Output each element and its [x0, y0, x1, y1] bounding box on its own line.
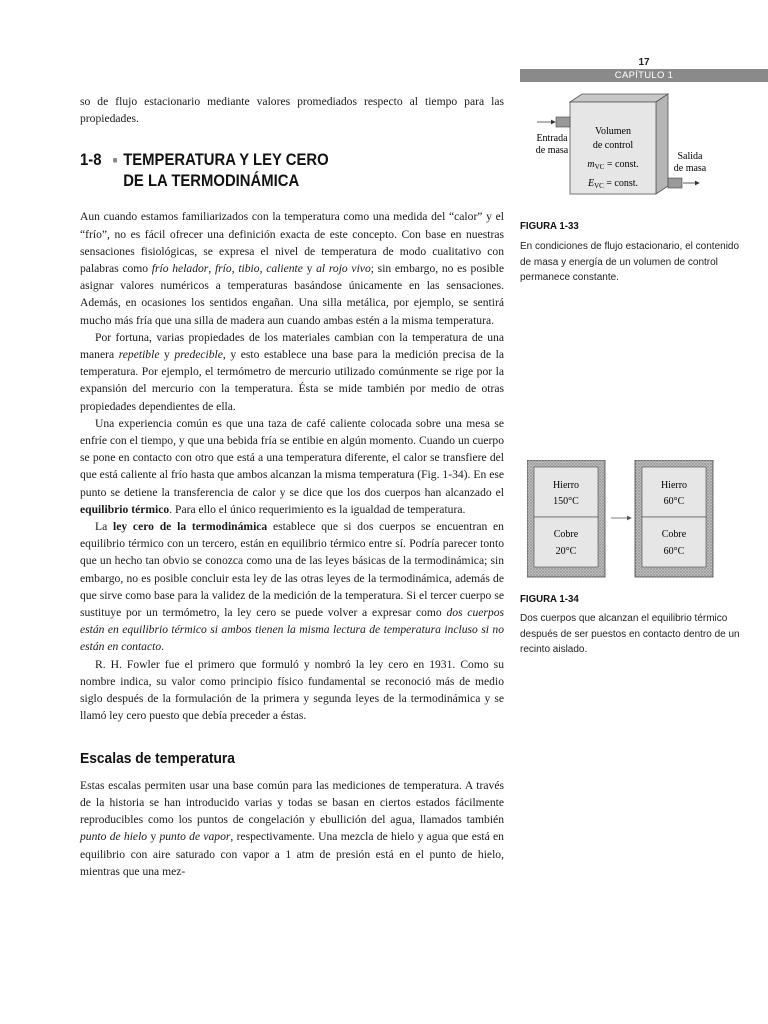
left-copper-label: Cobre	[553, 529, 579, 540]
paragraph-6: Estas escalas permiten usar una base común para las mediciones de temperatura. A través de la historia se han introducido varias y todas se basan en ciertos estados fácilmente reproducibles como los puntos de congelación y ebullición del agua, llamados también punto de hielo y punto de vapor, respectivamente. Una mezcla de hielo y agua que está en equilibrio con aire saturado con vapor a 1 atm de presión está en el punto de hielo, mientras que una mez-	[80, 778, 504, 878]
left-iron-temp: 150°C	[553, 496, 579, 507]
chapter-header: CAPÍTULO 1	[520, 69, 768, 82]
paragraph-1: Aun cuando estamos familiarizados con la temperatura como una medida del “calor” y el “frío”, no es fácil ofrecer una definición exacta de este concepto. Con base en nuestras sensaciones fisiológicas, se expresa el nivel de temperatura de modo cualitativo con palabras como frío helador, frío, tibio, caliente y al rojo vivo; sin embargo, no es posible asignar valores numéricos a temperaturas basándose únicamente en las sensaciones. Además, en ocasiones los sentidos engañan. Una silla metálica, por ejemplo, se sentirá mucho más fría que una silla de madera aun cuando ambas estén a la misma temperatura.	[80, 210, 505, 327]
subsection-title: Escalas de temperatura	[80, 749, 235, 767]
paragraph-3: Una experiencia común es que una taza de café caliente colocada sobre una mesa se enfríe con el tiempo, y que una bebida fría se entibie en algún momento. Cuando un cuerpo se pone en contacto con otro que está a una temperatura diferente, el calor se transfiere del que está caliente al frío hasta que ambos alcanzan la misma temperatura (Fig. 1-34). En ese punto se detiene la transferencia de calor y se dice que los dos cuerpos han alcanzado el equilibrio térmico. Para ello el único requerimiento es la igualdad de temperatura.	[80, 416, 504, 516]
right-iron-label: Hierro	[660, 480, 688, 491]
paragraph-4: La ley cero de la termodinámica establece que si dos cuerpos se encuentran en equilibrio térmico con un tercero, están en equilibrio térmico entre sí. Podría parecer tonto que un hecho tan obvio se conozca como una de las leyes básicas de la termodinámica; sin embargo, no es posible concluir esta ley de las otras leyes de la termodinámica, además de que sirve como base para la validez de la medición de la temperatura. Si el tercer cuerpo se sustituye por un termómetro, la ley cero se puede volver a expresar como dos cuerpos están en equilibrio térmico si ambos tienen la misma lectura de temperatura incluso si no están en contacto.	[80, 520, 505, 654]
section-title-line1: TEMPERATURA Y LEY CERO	[123, 151, 329, 170]
figure-1-34-caption: Dos cuerpos que alcanzan el equilibrio térmico después de ser puestos en contacto dentro de un recinto aislado.	[520, 613, 740, 655]
volume-label-2: de control	[592, 140, 634, 151]
left-copper-temp: 20°C	[555, 546, 577, 557]
right-copper-label: Cobre	[661, 529, 687, 540]
inlet-label-1: Entrada	[536, 133, 568, 144]
right-copper-temp: 60°C	[663, 546, 685, 557]
left-copper-block	[534, 517, 598, 567]
figure-1-34-title: FIGURA 1-34	[520, 593, 579, 605]
square-bullet-icon: ■	[112, 155, 118, 166]
box-side-face	[656, 94, 668, 194]
volume-label-1: Volumen	[595, 126, 631, 137]
intro-paragraph: so de flujo estacionario mediante valores promediados respecto al tiempo para las propiedades.	[80, 95, 504, 126]
left-iron-label: Hierro	[552, 480, 580, 491]
figure-1-33-diagram	[525, 90, 755, 210]
outlet-label-1: Salida	[677, 151, 703, 162]
paragraph-2: Por fortuna, varias propiedades de los materiales cambian con la temperatura de una manera repetible y predecible, y esto establece una base para la medición precisa de la temperatura. Por ejemplo, el termómetro de mercurio utilizado comúnmente se rige por la expansión del mercurio con la temperatura. Ésta se mide también por medio de otras propiedades dependientes de ella.	[80, 330, 505, 413]
mass-equation: $m_{VC}$ = const.	[587, 159, 639, 171]
energy-equation: $E_{VC}$ = const.	[587, 178, 639, 190]
left-iron-block	[534, 467, 598, 517]
paragraph-5: R. H. Fowler fue el primero que formuló y nombró la ley cero en 1931. Como su nombre indica, su valor como principio físico fundamental se reconoció más de medio siglo después de la formulación de la primera y segunda leyes de la termodinámica y se llamó ley cero puesto que debía preceder a éstas.	[80, 657, 504, 723]
page-number: 17	[638, 57, 650, 68]
figure-1-34-diagram	[527, 460, 727, 578]
outlet-pipe	[668, 178, 682, 188]
inlet-pipe	[556, 117, 570, 127]
inlet-label-2: de masa	[535, 145, 569, 156]
right-iron-temp: 60°C	[663, 496, 685, 507]
main-column	[80, 93, 504, 880]
section-heading	[80, 150, 462, 192]
figure-1-33-title: FIGURA 1-33	[520, 220, 579, 232]
right-copper-block	[642, 517, 706, 567]
section-number: 1-8	[80, 151, 102, 170]
section-title-line2: DE LA TERMODINÁMICA	[123, 172, 300, 191]
figure-1-33-caption: En condiciones de flujo estacionario, el contenido de masa y energía de un volumen de control permanece constante.	[520, 241, 740, 283]
right-iron-block	[642, 467, 706, 517]
outlet-label-2: de masa	[673, 163, 707, 174]
section-title	[123, 150, 328, 192]
box-top-face	[570, 94, 668, 102]
